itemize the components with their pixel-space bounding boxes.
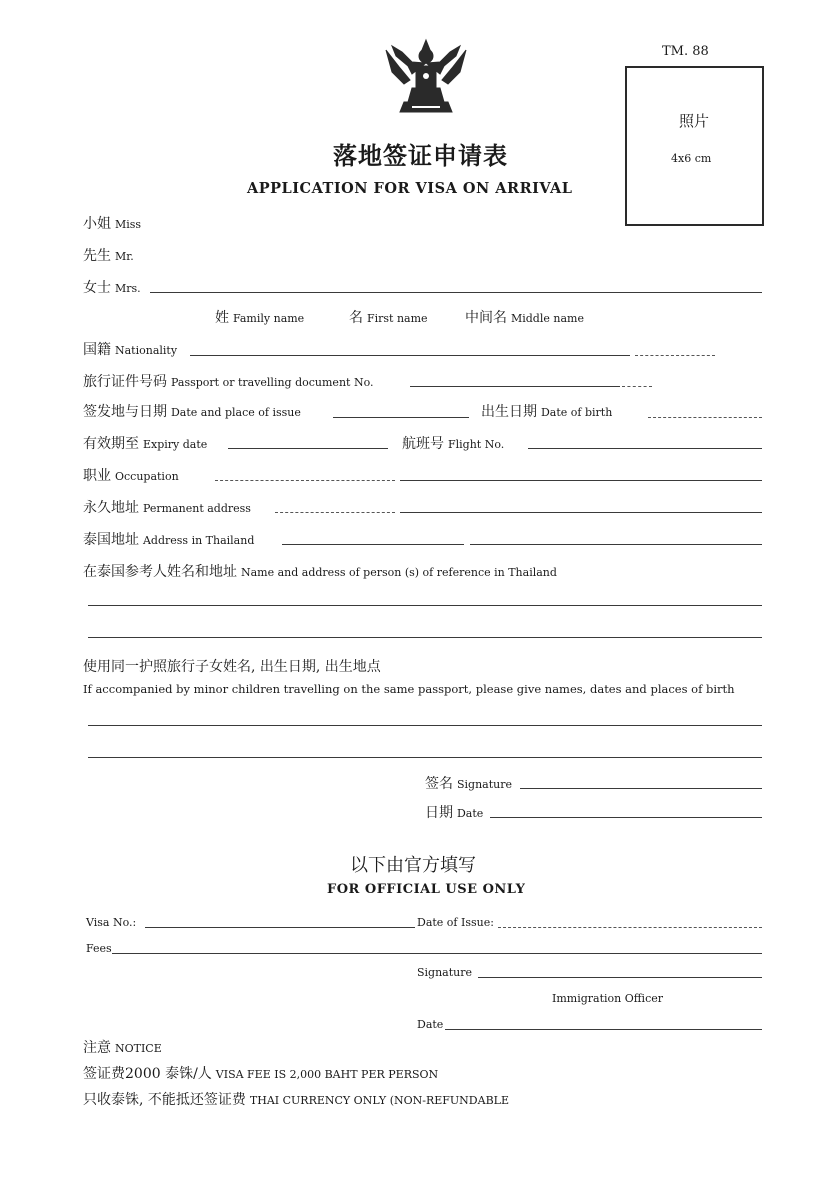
date-of-issue-label: Date of Issue:: [417, 916, 494, 929]
field-birth: 出生日期 Date of birth: [481, 404, 613, 420]
salutation-mrs: 女士 Mrs.: [83, 280, 141, 296]
name-line[interactable]: [150, 292, 762, 293]
notice-title: 注意 NOTICE: [83, 1040, 162, 1056]
fees-line[interactable]: [112, 953, 762, 954]
field-occupation: 职业 Occupation: [83, 468, 179, 484]
accompanied-line-1[interactable]: [88, 725, 762, 726]
thai-address-line-b[interactable]: [470, 544, 762, 545]
fees-label: Fees: [86, 942, 112, 955]
field-expiry: 有效期至 Expiry date: [83, 436, 208, 452]
photo-label: 照片: [679, 112, 710, 130]
field-flight: 航班号 Flight No.: [402, 436, 505, 452]
salutation-mr: 先生 Mr.: [83, 248, 134, 264]
occupation-dash: [215, 480, 395, 481]
form-code: TM. 88: [662, 44, 709, 59]
signature-line[interactable]: [520, 788, 762, 789]
permanent-line[interactable]: [400, 512, 762, 513]
notice-line-1: 签证费2000 泰铢/人 VISA FEE IS 2,000 BAHT PER PERSON: [83, 1066, 439, 1082]
visa-no-line[interactable]: [145, 927, 415, 928]
title-chinese: 落地签证申请表: [333, 141, 508, 170]
reference-line-2[interactable]: [88, 637, 762, 638]
accompanied-line-2[interactable]: [88, 757, 762, 758]
field-issue: 签发地与日期 Date and place of issue: [83, 404, 301, 420]
signature-label: 签名 Signature: [425, 776, 512, 792]
field-permanent-address: 永久地址 Permanent address: [83, 500, 251, 516]
official-signature-line[interactable]: [478, 977, 762, 978]
issue-line[interactable]: [333, 417, 469, 418]
field-nationality: 国籍 Nationality: [83, 342, 178, 358]
passport-line[interactable]: [410, 386, 620, 387]
photo-size: 4x6 cm: [671, 152, 712, 165]
field-thai-address: 泰国地址 Address in Thailand: [83, 532, 255, 548]
official-date-label: Date: [417, 1018, 444, 1031]
expiry-line[interactable]: [228, 448, 388, 449]
date-line[interactable]: [490, 817, 762, 818]
accompanied-chinese: 使用同一护照旅行子女姓名, 出生日期, 出生地点: [83, 659, 381, 675]
nationality-line[interactable]: [190, 355, 630, 356]
name-part-middle: 中间名 Middle name: [465, 310, 584, 326]
official-title-english: FOR OFFICIAL USE ONLY: [327, 882, 526, 897]
field-reference: 在泰国参考人姓名和地址 Name and address of person (s) of reference in Thailand: [83, 564, 557, 580]
notice-line-2: 只收泰铢, 不能抵还签证费 THAI CURRENCY ONLY (NON-REFUNDABLE: [83, 1092, 509, 1108]
photo-box: [625, 66, 764, 226]
flight-line[interactable]: [528, 448, 762, 449]
field-passport: 旅行证件号码 Passport or travelling document No.: [83, 374, 374, 390]
immigration-officer-label: Immigration Officer: [552, 992, 664, 1005]
date-of-issue-dash[interactable]: [498, 927, 762, 928]
thai-address-line-a[interactable]: [282, 544, 464, 545]
name-part-family: 姓 Family name: [215, 310, 305, 326]
official-title-chinese: 以下由官方填写: [350, 855, 476, 876]
visa-no-label: Visa No.:: [86, 916, 137, 929]
birth-line[interactable]: [648, 417, 762, 418]
salutation-miss: 小姐 Miss: [83, 216, 142, 232]
garuda-emblem: [382, 36, 470, 118]
occupation-line[interactable]: [400, 480, 762, 481]
official-date-line[interactable]: [445, 1029, 762, 1030]
nationality-dash: [635, 355, 715, 356]
accompanied-english: If accompanied by minor children travelling on the same passport, please give names, dates and places of birth: [83, 682, 735, 696]
official-signature-label: Signature: [417, 966, 473, 979]
name-part-first: 名 First name: [349, 310, 428, 326]
permanent-dash: [275, 512, 395, 513]
title-english: APPLICATION FOR VISA ON ARRIVAL: [247, 180, 573, 197]
reference-line-1[interactable]: [88, 605, 762, 606]
passport-dash: [622, 386, 652, 387]
date-label: 日期 Date: [425, 805, 484, 821]
